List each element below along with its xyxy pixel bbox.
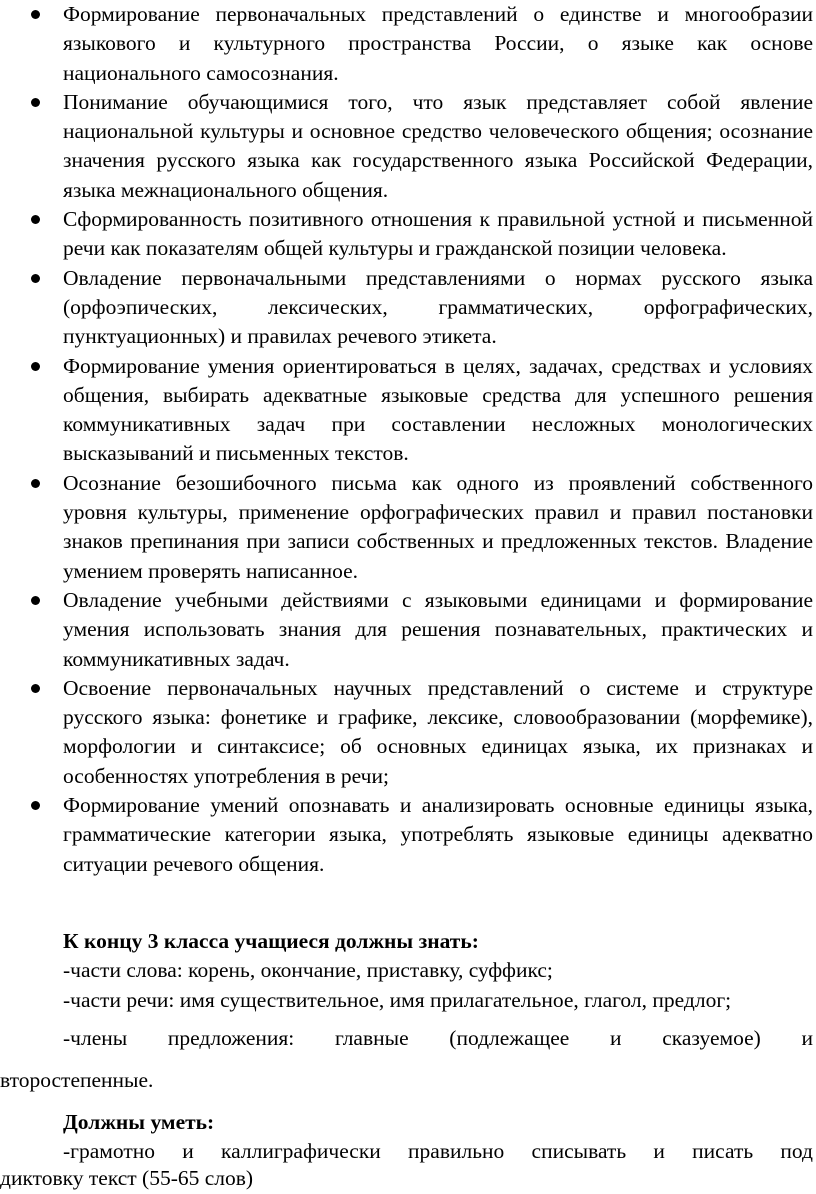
skills-item-dictation: -грамотно и каллиграфически правильно списывать и писать под: [63, 1139, 813, 1163]
list-item-text: Овладение первоначальными представлениями о нормах русского языка (орфоэпических, лексических, грамматических, орфографических, пунктуационных) и правилах речевого этикета.: [63, 265, 813, 349]
list-item-text: Осознание безошибочного письма как одного из проявлений собственного уровня культуры, применение орфографических правил и правил постановки знаков препинания при записи собственных и предложенных текстов. Владение умением проверять написанное.: [63, 470, 813, 583]
list-item-text: Освоение первоначальных научных представлений о системе и структуре русского языка: фонетике и графике, лексике, словообразовании (морфемике), морфологии и синтаксисе; об основных единицах языка, их признаках и особенностях употребления в речи;: [63, 675, 813, 788]
list-item-text: Сформированность позитивного отношения к правильной устной и письменной речи как показателям общей культуры и гражданской позиции человека.: [63, 207, 813, 261]
list-item: [0, 0, 816, 88]
know-item-sentence-members: -члены предложения: главные (подлежащее и сказуемое) и: [63, 1026, 813, 1050]
bullet-icon: [31, 684, 40, 693]
know-item-word-parts: -части слова: корень, окончание, приставку, суффикс;: [63, 958, 553, 982]
bullet-icon: [31, 596, 40, 605]
list-item-text: Понимание обучающимися того, что язык представляет собой явление национальной культуры и основное средство человеческого общения; осознание значения русского языка как государственного языка Российской Федерации, языка межнационального общения.: [63, 89, 813, 202]
know-heading: К концу 3 класса учащиеся должны знать:: [63, 929, 479, 953]
bullet-icon: [31, 98, 40, 107]
list-item-text: Овладение учебными действиями с языковыми единицами и формирование умения использовать знания для решения познавательных, практических и коммуникативных задач.: [63, 587, 813, 671]
list-item: [0, 586, 816, 674]
bullet-icon: [31, 479, 40, 488]
list-item: [0, 469, 816, 586]
list-item: [0, 791, 816, 879]
know-item-sentence-members-continued: второстепенные.: [0, 1068, 154, 1092]
list-item: [0, 264, 816, 352]
list-item: [0, 205, 816, 264]
list-item: [0, 88, 816, 205]
bullet-icon: [31, 801, 40, 810]
skills-heading: Должны уметь:: [63, 1110, 215, 1134]
bullet-icon: [31, 215, 40, 224]
skills-item-dictation-continued: диктовку текст (55-65 слов): [0, 1166, 254, 1190]
list-item-text: Формирование умений опознавать и анализировать основные единицы языка, грамматические категории языка, употреблять языковые единицы адекватно ситуации речевого общения.: [63, 793, 813, 876]
list-item-text: Формирование первоначальных представлений о единстве и многообразии языкового и культурного пространства России, о языке как основе национального самосознания.: [63, 2, 813, 85]
bullet-icon: [31, 362, 40, 371]
list-item: [0, 352, 816, 469]
know-item-parts-of-speech: -части речи: имя существительное, имя прилагательное, глагол, предлог;: [63, 988, 732, 1012]
list-item-text: Формирование умения ориентироваться в целях, задачах, средствах и условиях общения, выбирать адекватные языковые средства для успешного решения коммуникативных задач при составлении несложных монологических высказываний и письменных текстов.: [63, 353, 813, 466]
bullet-icon: [31, 10, 40, 19]
bullet-icon: [31, 274, 40, 283]
list-item: [0, 674, 816, 791]
